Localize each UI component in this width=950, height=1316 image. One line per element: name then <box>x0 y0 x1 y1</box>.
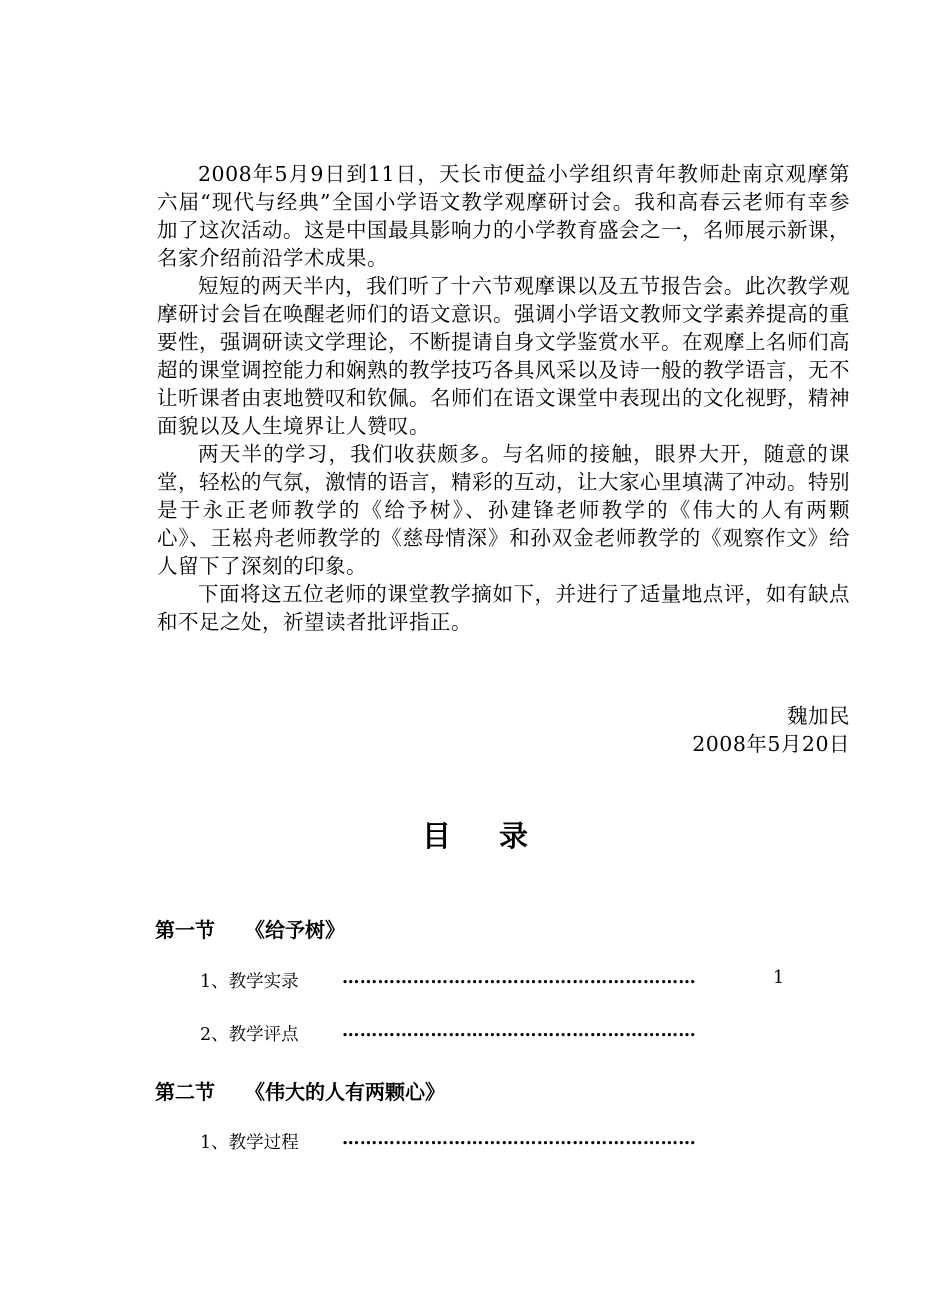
toc-leader-dots: …………………………………………………… <box>342 1129 696 1149</box>
signature-block <box>692 702 850 758</box>
preface-paragraph-3: 两天半的学习，我们收获颇多。与名师的接触，眼界大开，随意的课堂，轻松的气氛，激情的语言，精彩的互动，让大家心里填满了冲动。特别是于永正老师教学的《给予树》、孙建锋老师教学的《伟大的人有两颗心》、王崧舟老师教学的《慈母情深》和孙双金老师教学的《观察作文》给人留下了深刻的印象。 <box>157 442 850 578</box>
toc-title: 目录 <box>421 819 576 853</box>
toc-entry[interactable] <box>200 968 785 993</box>
toc-section-1 <box>155 914 345 943</box>
toc-entry[interactable] <box>200 1129 696 1154</box>
toc-section-2 <box>155 1076 445 1105</box>
toc-section-title: 《伟大的人有两颗心》 <box>245 1080 445 1104</box>
toc-section-title: 《给予树》 <box>245 918 345 942</box>
preface-paragraph-2: 短短的两天半内，我们听了十六节观摩课以及五节报告会。此次教学观摩研讨会旨在唤醒老师们的语文意识。强调小学语文教师文学素养提高的重要性，强调研读文学理论，不断提请自身文学鉴赏水平。在观摩上名师们高超的课堂调控能力和娴熟的教学技巧各具风采以及诗一般的教学语言，无不让听课者由衷地赞叹和钦佩。名师们在语文课堂中表现出的文化视野，精神面貌以及人生境界让人赞叹。 <box>157 274 850 438</box>
toc-section-number: 第二节 <box>155 1080 215 1104</box>
preface-paragraph-1: 2008年5月9日到11日，天长市便益小学组织青年教师赴南京观摩第六届“现代与经典”全国小学语文教学观摩研讨会。我和高春云老师有幸参加了这次活动。这是中国最具影响力的小学教育盛会之一，名师展示新课，名家介绍前沿学术成果。 <box>157 162 850 270</box>
toc-entry-label: 1、教学实录 <box>200 972 299 992</box>
toc-section-number: 第一节 <box>155 918 215 942</box>
toc-entry-label: 2、教学评点 <box>200 1025 299 1045</box>
toc-leader-dots: …………………………………………………… <box>342 968 696 988</box>
signature-author: 魏加民 <box>787 704 850 728</box>
signature-date: 2008年5月20日 <box>692 732 850 756</box>
toc-entry[interactable] <box>200 1021 696 1046</box>
toc-leader-dots: …………………………………………………… <box>342 1021 696 1041</box>
preface-paragraph-4: 下面将这五位老师的课堂教学摘如下，并进行了适量地点评，如有缺点和不足之处，祈望读者批评指正。 <box>157 582 850 634</box>
toc-entry-label: 1、教学过程 <box>200 1133 299 1153</box>
toc-page-number: 1 <box>773 968 785 988</box>
preface <box>157 160 850 636</box>
